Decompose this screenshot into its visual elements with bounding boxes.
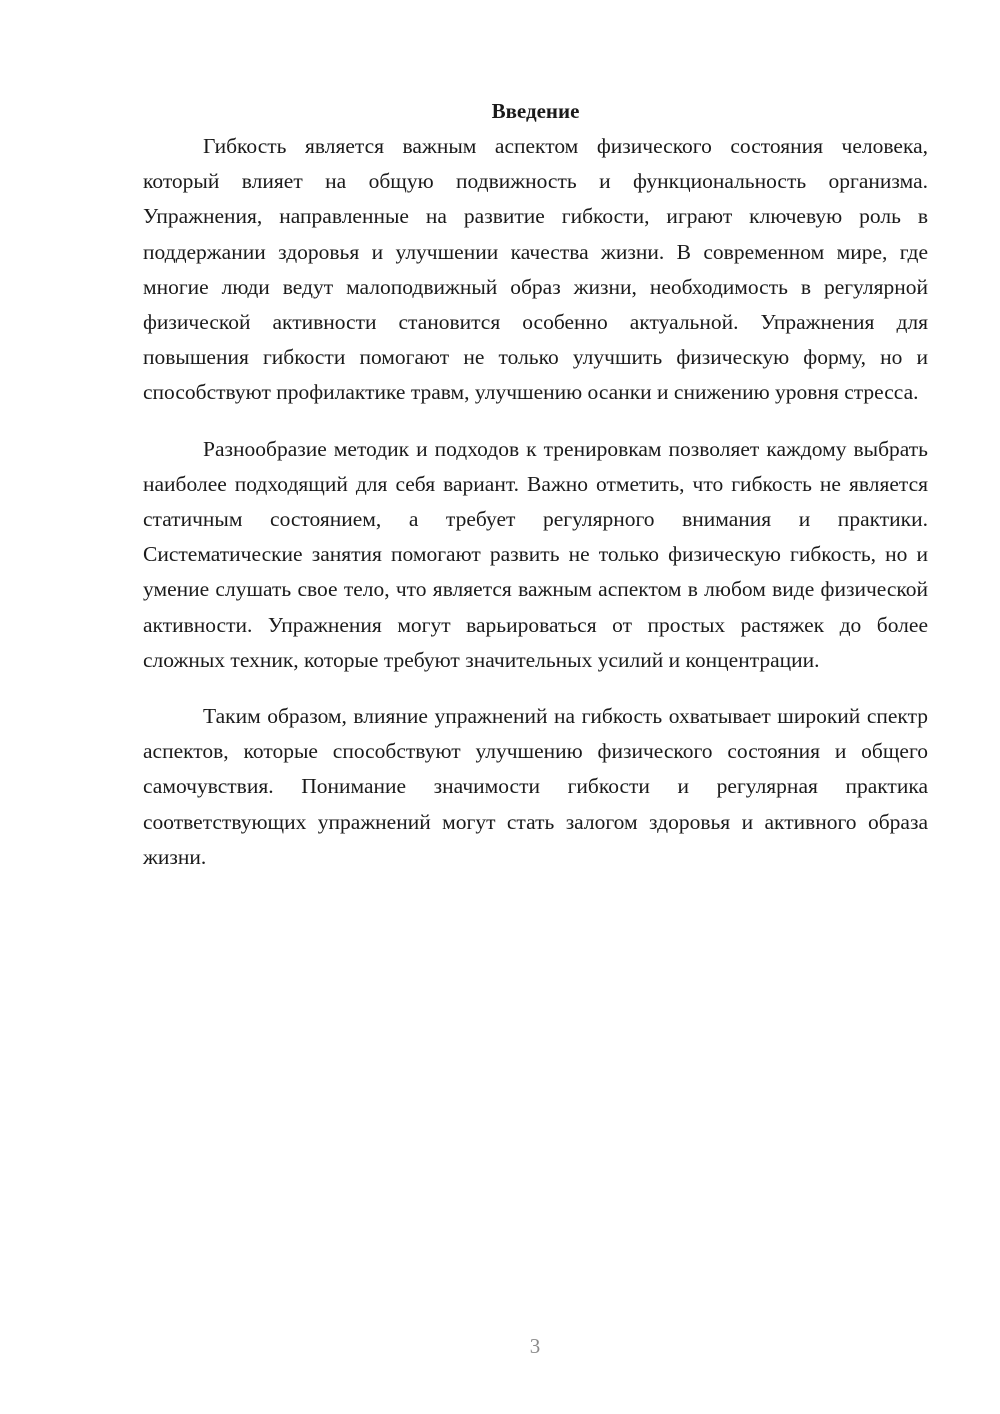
paragraph-3: Таким образом, влияние упражнений на гибкость охватывает широкий спектр аспектов, которые способствуют улучшению физического состояния и общего самочувствия. Понимание значимости гибкости и регулярная практика соответствующих упражнений могут стать залогом здоровья и активного образа жизни. <box>143 704 928 869</box>
page-content <box>143 94 928 875</box>
paragraph-1: Гибкость является важным аспектом физического состояния человека, который влияет на общую подвижность и функциональность организма. Упражнения, направленные на развитие гибкости, играют ключевую роль в поддержании здоровья и улучшении качества жизни. В современном мире, где многие люди ведут малоподвижный образ жизни, необходимость в регулярной физической активности становится особенно актуальной. Упражнения для повышения гибкости помогают не только улучшить физическую форму, но и способствуют профилактике травм, улучшению осанки и снижению уровня стресса. <box>143 134 928 405</box>
page-number: 3 <box>529 1334 541 1358</box>
paragraph-2: Разнообразие методик и подходов к тренировкам позволяет каждому выбрать наиболее подходящий для себя вариант. Важно отметить, что гибкость не является статичным состоянием, а требует регулярного внимания и практики. Систематические занятия помогают развить не только физическую гибкость, но и умение слушать свое тело, что является важным аспектом в любом виде физической активности. Упражнения могут варьироваться от простых растяжек до более сложных техник, которые требуют значительных усилий и концентрации. <box>143 436 928 672</box>
section-title: Введение <box>491 99 580 123</box>
